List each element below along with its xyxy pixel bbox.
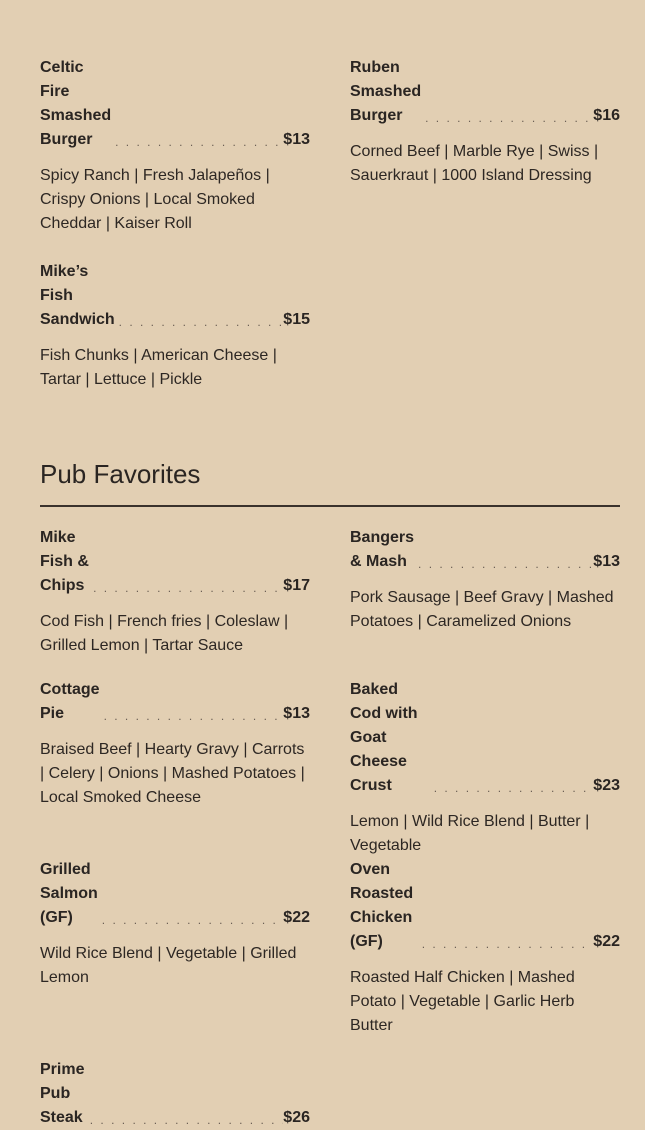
menu-item-name: Prime Pub Steak <box>40 1061 85 1126</box>
section-title: Pub Favorites <box>40 459 201 489</box>
dot-leader <box>100 706 284 726</box>
menu-item-title-row <box>350 858 620 954</box>
menu-item <box>350 858 620 1058</box>
menu-item <box>40 858 310 1058</box>
menu-item-description: Roasted Half Chicken | Mashed Potato | Vegetable | Garlic Herb Butter <box>350 969 575 1034</box>
section-divider <box>40 505 620 507</box>
dot-leader <box>430 778 594 798</box>
menu-item-description: Braised Beef | Hearty Gravy | Carrots | Celery | Onions | Mashed Potatoes | Local Smoked Cheese <box>40 741 305 806</box>
menu-item-price: $15 <box>283 311 310 328</box>
menu-item <box>350 56 620 260</box>
menu-item-name: Baked Cod with Goat Cheese Crust <box>350 681 418 794</box>
menu-item-price: $16 <box>593 107 620 124</box>
menu-item-price: $13 <box>283 705 310 722</box>
menu-item-description: Spicy Ranch | Fresh Jalapeños | Crispy Onions | Local Smoked Cheddar | Kaiser Roll <box>40 167 270 232</box>
menu-item-title-row <box>40 858 310 930</box>
menu-item-description: Fish Chunks | American Cheese | Tartar | Lettuce | Pickle <box>40 347 277 388</box>
dot-leader <box>111 132 283 152</box>
menu-item-description: Corned Beef | Marble Rye | Swiss | Sauerkraut | 1000 Island Dressing <box>350 143 599 184</box>
menu-item-title-row <box>40 526 310 598</box>
menu-item <box>350 678 620 858</box>
menu-item-name: Mike Fish & Chips <box>40 529 89 594</box>
menu-item-name: Ruben Smashed Burger <box>350 59 422 124</box>
menu-item-price: $17 <box>283 577 310 594</box>
menu-item <box>40 1058 310 1130</box>
menu-item-name: Grilled Salmon (GF) <box>40 861 98 926</box>
dot-leader <box>414 554 593 574</box>
menu-item-description: Lemon | Wild Rice Blend | Butter | Vegetable <box>350 813 590 854</box>
menu-item-title-row <box>350 526 620 574</box>
menu-item-price: $23 <box>593 777 620 794</box>
menu-item-title-row <box>350 678 620 798</box>
dot-leader <box>98 910 284 930</box>
menu-item <box>350 526 620 678</box>
menu-item-name: Mike’s Fish Sandwich <box>40 263 115 328</box>
menu-item-description: Pork Sausage | Beef Gravy | Mashed Potatoes | Caramelized Onions <box>350 589 614 630</box>
menu-item-name: Bangers & Mash <box>350 529 415 570</box>
dot-leader <box>421 108 593 128</box>
menu-item-price: $22 <box>283 909 310 926</box>
menu-item-price: $13 <box>593 553 620 570</box>
menu-item-description: Cod Fish | French fries | Coleslaw | Grilled Lemon | Tartar Sauce <box>40 613 289 654</box>
menu-item <box>40 678 310 854</box>
dot-leader <box>89 578 283 598</box>
menu-item-description: Wild Rice Blend | Vegetable | Grilled Lemon <box>40 945 297 986</box>
dot-leader <box>115 312 284 332</box>
section-pub-favorites <box>40 458 620 507</box>
menu-item-title-row <box>40 678 310 726</box>
menu-item <box>40 260 310 392</box>
menu-item-price: $13 <box>283 131 310 148</box>
menu-item-price: $22 <box>593 933 620 950</box>
menu-item-name: Celtic Fire Smashed Burger <box>40 59 112 148</box>
pub-favorites-grid <box>40 526 620 1130</box>
menu-item-title-row <box>40 1058 310 1130</box>
menu-item-price: $26 <box>283 1109 310 1126</box>
top-menu-grid <box>40 56 620 392</box>
menu-item-name: Oven Roasted Chicken (GF) <box>350 861 414 950</box>
menu-item <box>40 526 310 678</box>
dot-leader <box>86 1110 284 1130</box>
dot-leader <box>418 934 594 954</box>
menu-item-title-row <box>40 56 310 152</box>
menu-item-title-row <box>350 56 620 128</box>
menu-item-title-row <box>40 260 310 332</box>
menu-item <box>40 56 310 260</box>
menu-item-name: Cottage Pie <box>40 681 100 722</box>
